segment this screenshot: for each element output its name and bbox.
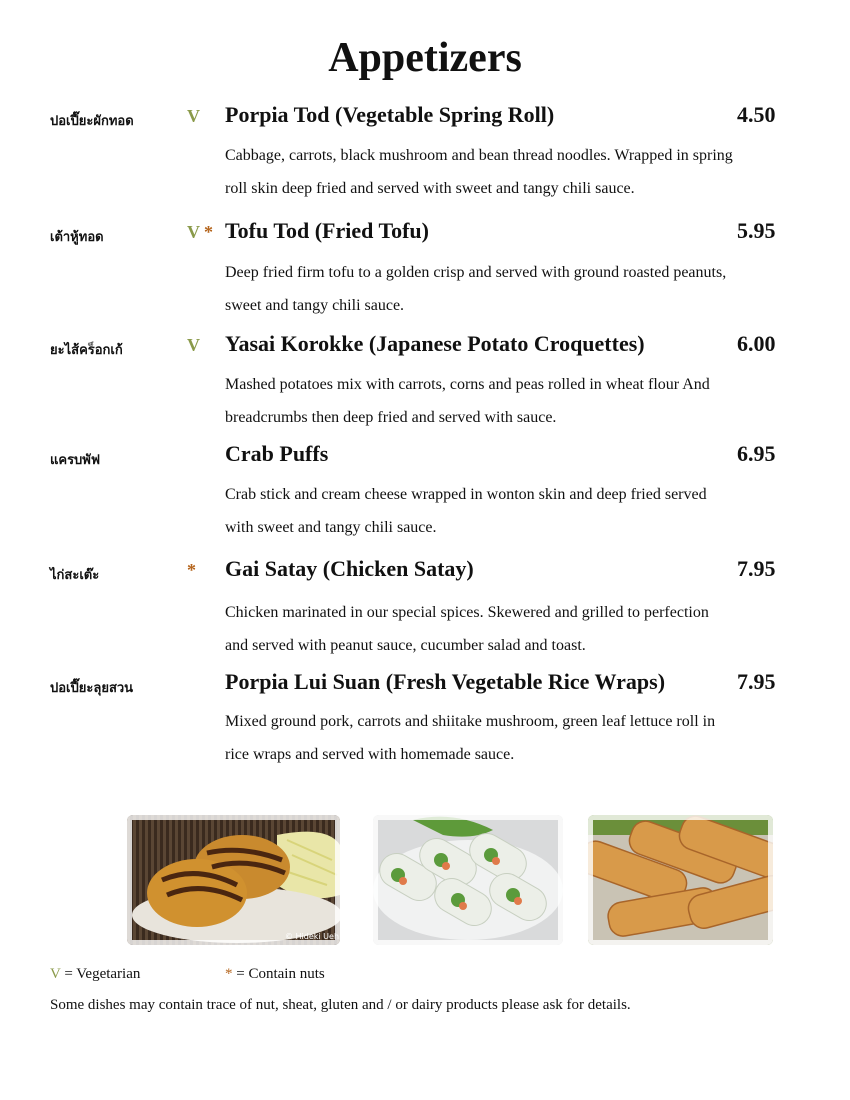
item-description: Deep fried firm tofu to a golden crisp and served with ground roasted peanuts, sweet and tangy chili sauce. [225,264,727,314]
item-name: Porpia Lui Suan (Fresh Vegetable Rice Wraps) [225,669,666,694]
vegetarian-symbol: V [50,966,61,982]
item-description: Crab stick and cream cheese wrapped in wonton skin and deep fried served with sweet and tangy chili sauce. [225,486,707,536]
vegetarian-mark: V [187,222,200,242]
thai-name: ไก่สะเต๊ะ [50,568,100,583]
item-price: 5.95 [737,218,776,243]
vegetarian-legend-text: = Vegetarian [60,966,141,982]
vegetarian-legend [50,966,140,983]
nuts-legend [225,966,325,983]
item-name: Yasai Korokke (Japanese Potato Croquettes) [225,331,645,356]
rice-wraps-photo [373,815,563,945]
diet-marks [187,222,213,243]
thai-name: ปอเปี๊ยะลุยสวน [50,681,134,696]
diet-marks [187,560,196,581]
diet-marks [187,335,200,356]
vegetarian-mark: V [187,106,200,126]
item-price: 7.95 [737,556,776,581]
page-title: Appetizers [328,35,522,81]
croquettes-photo [127,815,340,945]
item-name: Crab Puffs [225,441,329,466]
nuts-symbol: * [225,966,233,982]
nuts-legend-text: = Contain nuts [232,966,325,982]
photo-credit: © Hideki Ueh [285,932,340,941]
item-price: 6.95 [737,441,776,466]
item-price: 7.95 [737,669,776,694]
allergen-note: Some dishes may contain trace of nut, sheat, gluten and / or dairy products please ask for details. [50,997,631,1013]
thai-name: ยะไส้คร็อกเก้ [50,343,123,358]
item-price: 6.00 [737,331,776,356]
item-name: Gai Satay (Chicken Satay) [225,556,474,581]
item-description: Mixed ground pork, carrots and shiitake mushroom, green leaf lettuce roll in rice wraps and served with homemade sauce. [225,713,716,763]
diet-marks [187,106,200,127]
nut-mark: * [204,222,213,242]
spring-rolls-photo [588,815,773,945]
thai-name: ปอเปี๊ยะผักทอด [50,114,134,129]
vegetarian-mark: V [187,335,200,355]
item-price: 4.50 [737,102,776,127]
item-description: Cabbage, carrots, black mushroom and bean thread noodles. Wrapped in spring roll skin deep fried and served with sweet and tangy chili sauce. [225,147,733,197]
item-description: Mashed potatoes mix with carrots, corns and peas rolled in wheat flour And breadcrumbs then deep fried and served with sauce. [225,376,710,426]
item-name: Tofu Tod (Fried Tofu) [225,218,429,243]
thai-name: แครบพัฟ [50,453,101,468]
nut-mark: * [187,560,196,580]
item-name: Porpia Tod (Vegetable Spring Roll) [225,102,555,127]
item-description: Chicken marinated in our special spices. Skewered and grilled to perfection and served with peanut sauce, cucumber salad and toast. [225,604,709,654]
thai-name: เต้าหู้ทอด [50,230,104,245]
